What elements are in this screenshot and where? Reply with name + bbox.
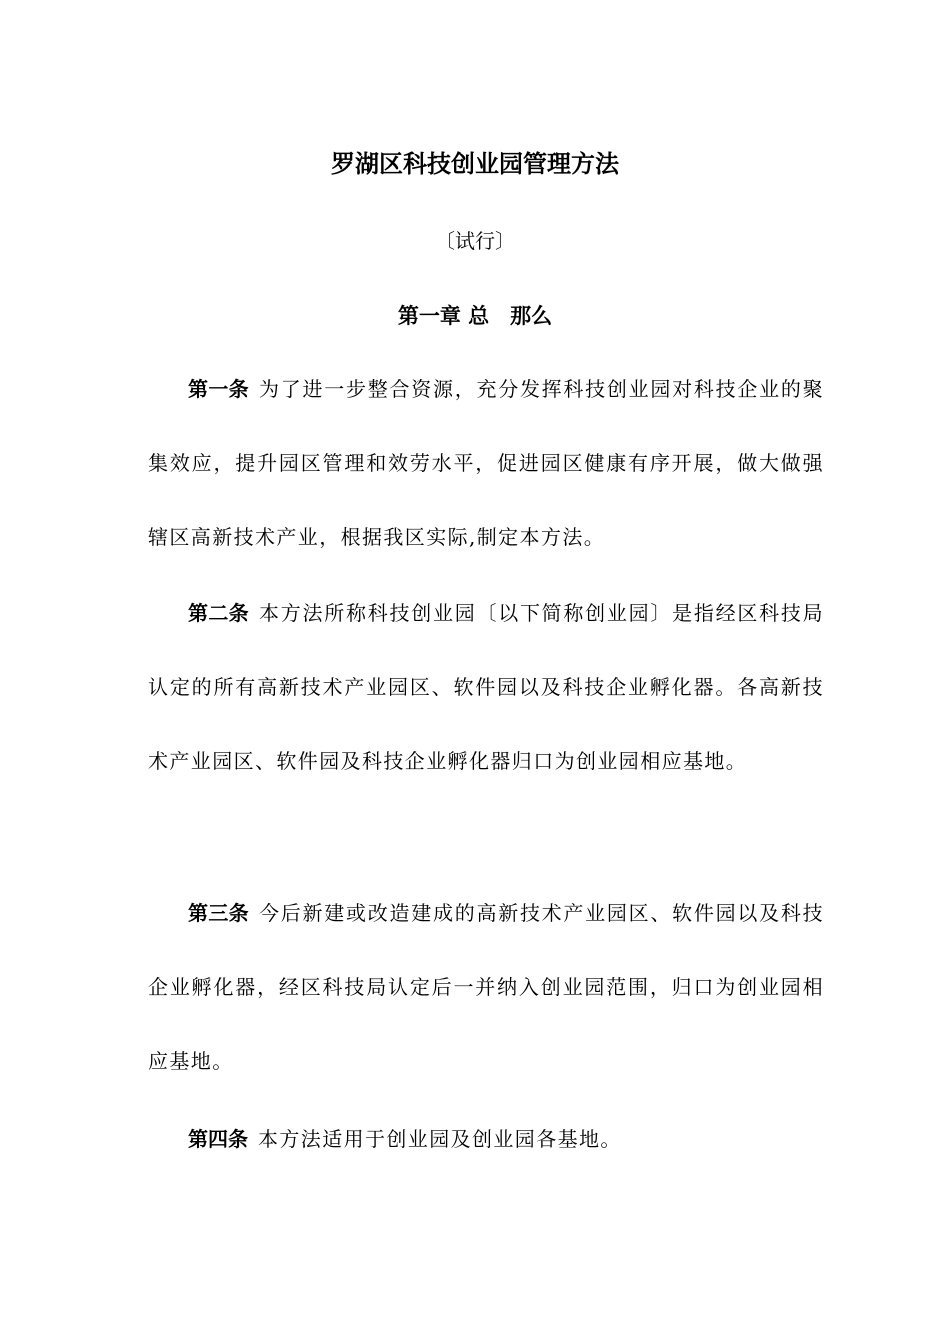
article-1-label: 第一条 [188,377,250,401]
document-subtitle: 〔试行〕 [435,229,515,253]
article-3-label: 第三条 [188,901,250,925]
article-1-text: 为了进一步整合资源，充分发挥科技创业园对科技企业的聚集效应，提升园区管理和效劳水平，促进园区健康有序开展，做大做强辖区高新技术产业，根据我区实际,制定本方法。 [148,377,824,549]
article-4 [148,1102,824,1176]
document-title: 罗湖区科技创业园管理方法 [331,150,619,178]
article-2-text: 本方法所称科技创业园〔以下简称创业园〕是指经区科技局认定的所有高新技术产业园区、软件园以及科技企业孵化器。各高新技术产业园区、软件园及科技企业孵化器归口为创业园相应基地。 [148,601,824,773]
article-4-label: 第四条 [188,1127,248,1151]
article-4-text: 本方法适用于创业园及创业园各基地。 [258,1127,622,1151]
article-2 [148,576,824,798]
chapter-heading: 第一章 总 那么 [397,304,553,328]
article-3-text: 今后新建或改造建成的高新技术产业园区、软件园以及科技企业孵化器，经区科技局认定后一并纳入创业园范围，归口为创业园相应基地。 [148,901,824,1073]
article-3 [148,876,824,1098]
article-2-label: 第二条 [188,601,250,625]
article-1 [148,352,824,574]
